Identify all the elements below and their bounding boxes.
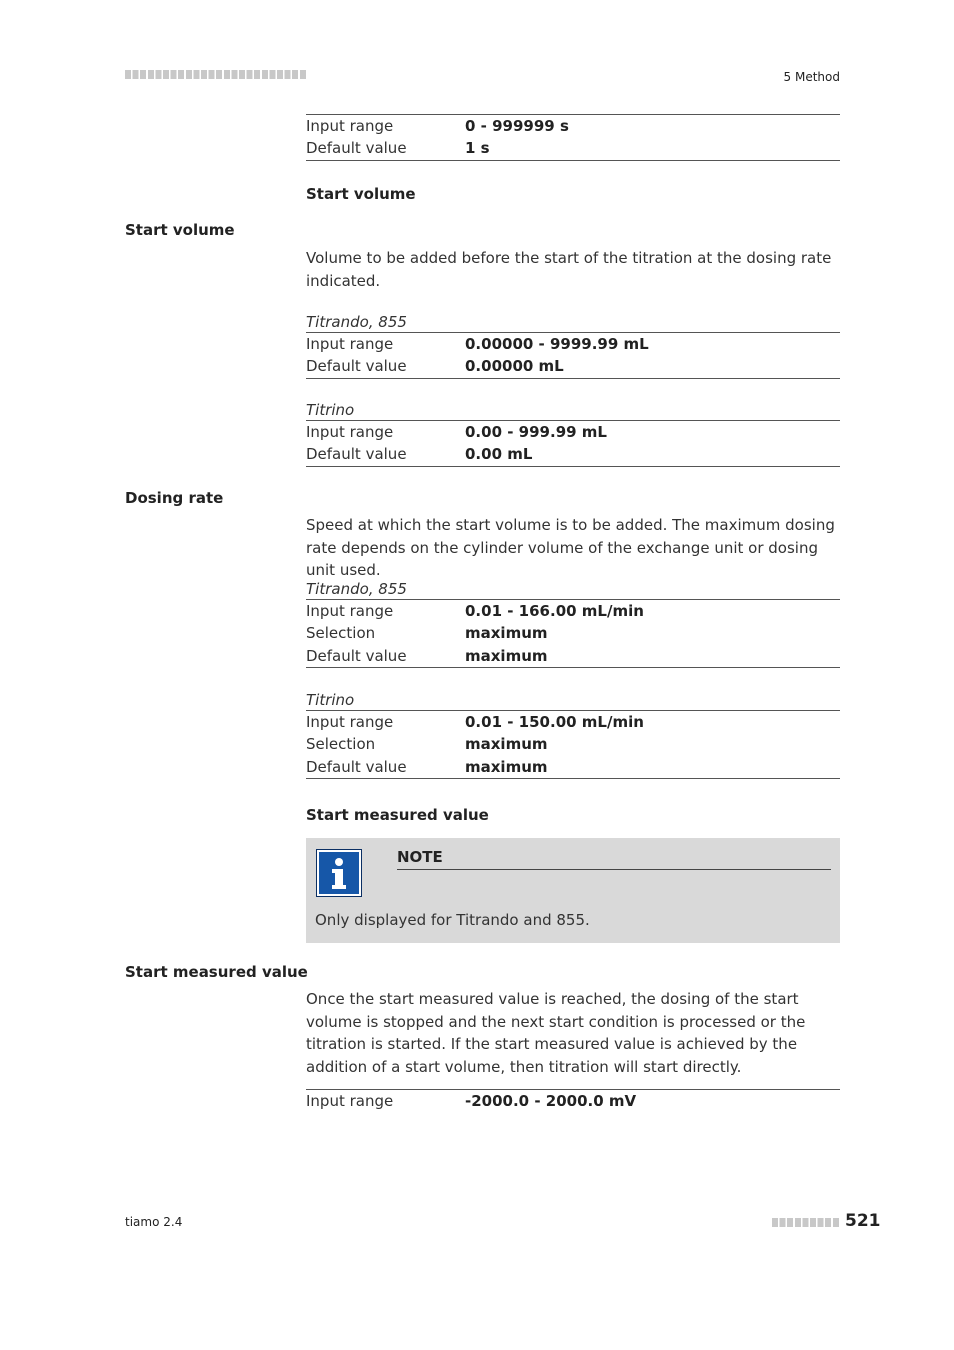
row-label: Selection: [306, 624, 376, 643]
note-box: [306, 838, 840, 943]
row-value: maximum: [465, 624, 548, 643]
row-label: Default value: [306, 757, 407, 776]
row-label: Default value: [306, 139, 407, 158]
table-caption: Titrando, 855: [306, 313, 407, 331]
start-measured-value-description: Once the start measured value is reached, the dosing of the start volume is stopped and the next start condition is processed or the titration is started. If the start measured value is achieved by the addition of a start volume, then titration will start directly.: [306, 990, 806, 1076]
row-value: 0.00000 mL: [465, 357, 564, 376]
table-row: [306, 115, 840, 137]
table-start-volume-titrino: [306, 400, 840, 467]
row-value: -2000.0 - 2000.0 mV: [465, 1092, 637, 1110]
header-chapter: 5 Method: [783, 70, 840, 84]
table-row: [306, 333, 840, 355]
info-icon: [316, 849, 362, 897]
table-caption: Titrino: [306, 401, 355, 419]
table-start-volume-titrando: [306, 312, 840, 379]
subsection-title-start-volume: Start volume: [306, 185, 416, 203]
row-value: maximum: [465, 646, 548, 665]
table-caption: Titrando, 855: [306, 580, 407, 598]
start-volume-description: Volume to be added before the start of the titration at the dosing rate indicated.: [306, 249, 832, 290]
table-dosing-rate-titrando: [306, 579, 840, 668]
row-value: 0.00000 - 9999.99 mL: [465, 335, 649, 353]
page-number: 521: [845, 1211, 881, 1231]
table-top: [306, 114, 840, 161]
row-label: Default value: [306, 357, 407, 376]
row-value: maximum: [465, 757, 548, 776]
row-label: Input range: [306, 335, 394, 353]
table-row: [306, 137, 840, 159]
table-caption: Titrino: [306, 691, 355, 709]
row-value: 0 - 999999 s: [465, 117, 569, 135]
row-value: 1 s: [465, 139, 490, 158]
note-text: Only displayed for Titrando and 855.: [315, 911, 590, 929]
row-label: Input range: [306, 1092, 394, 1110]
subsection-title-start-measured-value: Start measured value: [306, 806, 489, 824]
row-value: 0.01 - 166.00 mL/min: [465, 602, 644, 620]
table-start-measured-value: [306, 1089, 840, 1112]
footer-product: tiamo 2.4: [125, 1215, 183, 1229]
table-row: [306, 645, 840, 667]
row-value: 0.00 - 999.99 mL: [465, 423, 607, 441]
row-label: Input range: [306, 117, 394, 135]
table-row: [306, 733, 840, 755]
table-row: [306, 443, 840, 465]
header-decoration: [125, 70, 307, 79]
row-label: Input range: [306, 602, 394, 620]
row-value: maximum: [465, 735, 548, 754]
footer-decoration: [772, 1218, 840, 1227]
side-heading-dosing-rate: Dosing rate: [125, 489, 224, 507]
table-row: [306, 711, 840, 733]
side-heading-start-measured-value: Start measured value: [125, 963, 308, 981]
table-row: [306, 756, 840, 778]
row-value: 0.01 - 150.00 mL/min: [465, 713, 644, 731]
table-row: [306, 600, 840, 622]
table-row: [306, 421, 840, 443]
row-label: Input range: [306, 713, 394, 731]
row-label: Input range: [306, 423, 394, 441]
dosing-rate-description: Speed at which the start volume is to be added. The maximum dosing rate depends on the cylinder volume of the exchange unit or dosing unit used.: [306, 516, 835, 579]
row-label: Default value: [306, 646, 407, 665]
note-divider: [397, 869, 831, 870]
table-row: [306, 1090, 840, 1112]
row-value: 0.00 mL: [465, 445, 533, 464]
note-title: NOTE: [397, 848, 443, 866]
table-dosing-rate-titrino: [306, 690, 840, 779]
table-row: [306, 355, 840, 377]
side-heading-start-volume: Start volume: [125, 221, 235, 239]
table-row: [306, 622, 840, 644]
row-label: Selection: [306, 735, 376, 754]
row-label: Default value: [306, 445, 407, 464]
